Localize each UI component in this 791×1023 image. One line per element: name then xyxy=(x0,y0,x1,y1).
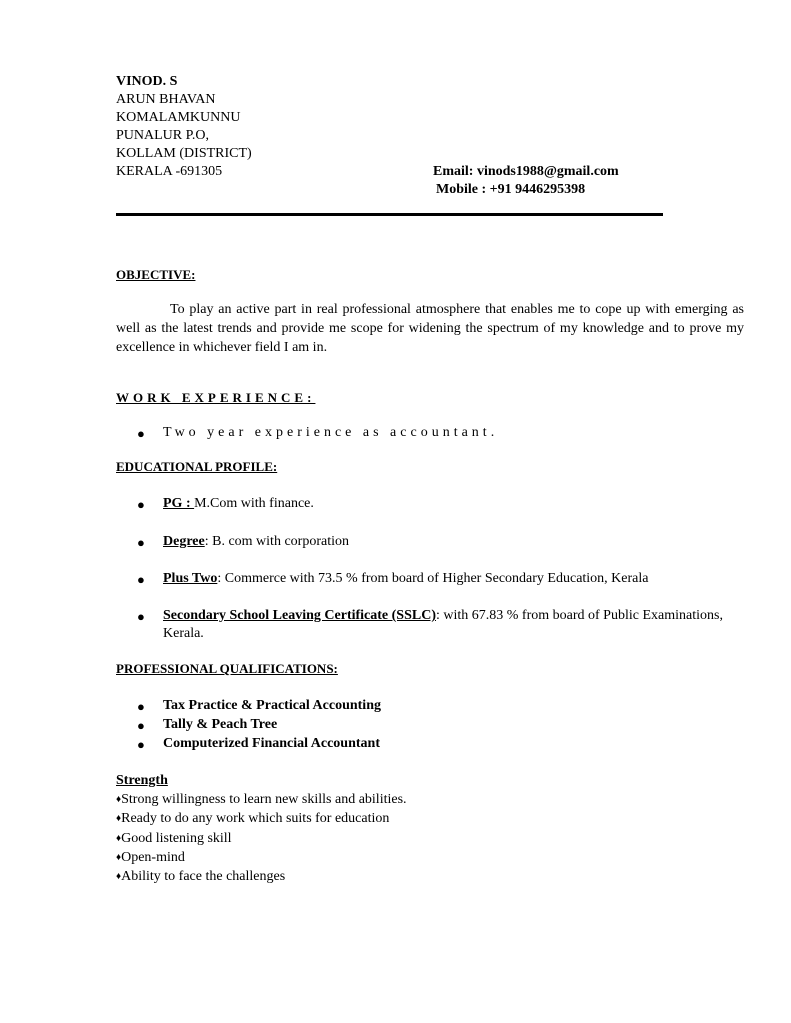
email-text: Email: vinods1988@gmail.com xyxy=(433,164,619,179)
education-detail: : Commerce with 73.5 % from board of Higher Secondary Education, Kerala xyxy=(217,571,649,586)
strength-item: ♦Open-mind xyxy=(116,850,185,865)
address-line: KERALA -691305 xyxy=(116,164,223,179)
education-heading: EDUCATIONAL PROFILE: xyxy=(116,459,278,474)
objective-text: To play an active part in real professional atmosphere that enables me to cope up with emerging as well as the latest trends and provide me scope for widening the spectrum of my knowledge and to prove my excellence in whichever field I am in. xyxy=(116,302,744,355)
objective-heading: OBJECTIVE: xyxy=(116,267,196,282)
bullet-icon: ● xyxy=(137,426,145,441)
qualification-item: Computerized Financial Accountant xyxy=(163,736,380,751)
diamond-icon: ♦ xyxy=(116,813,122,824)
diamond-icon: ♦ xyxy=(116,871,122,882)
education-label: Secondary School Leaving Certificate (SSLC) xyxy=(163,608,436,623)
education-item-pg xyxy=(163,495,314,513)
strength-item: ♦Ability to face the challenges xyxy=(116,869,286,884)
work-experience-item: Two year experience as accountant. xyxy=(163,425,499,440)
strength-item: ♦Strong willingness to learn new skills and abilities. xyxy=(116,792,407,807)
qualifications-heading: PROFESSIONAL QUALIFICATIONS: xyxy=(116,661,338,676)
bullet-icon: ● xyxy=(137,497,145,512)
address-line: KOMALAMKUNNU xyxy=(116,110,241,125)
education-detail: M.Com with finance. xyxy=(194,496,314,511)
bullet-icon: ● xyxy=(137,535,145,550)
objective-paragraph xyxy=(116,300,744,357)
strength-item: ♦Good listening skill xyxy=(116,831,232,846)
strength-heading: Strength xyxy=(116,773,168,788)
education-label: Degree xyxy=(163,534,205,549)
bullet-icon: ● xyxy=(137,572,145,587)
bullet-icon: ● xyxy=(137,609,145,624)
bullet-icon: ● xyxy=(137,718,145,733)
bullet-icon: ● xyxy=(137,737,145,752)
education-label: Plus Two xyxy=(163,571,218,586)
strength-item: ♦Ready to do any work which suits for education xyxy=(116,811,390,826)
qualification-item: Tally & Peach Tree xyxy=(163,717,278,732)
bullet-icon: ● xyxy=(137,699,145,714)
mobile-text: Mobile : +91 9446295398 xyxy=(436,182,586,197)
education-item-sslc xyxy=(163,607,723,643)
diamond-icon: ♦ xyxy=(116,852,122,863)
education-label: PG : xyxy=(163,496,195,511)
education-item-plus-two xyxy=(163,570,649,588)
candidate-name: VINOD. S xyxy=(116,74,178,89)
education-detail: : B. com with corporation xyxy=(204,534,349,549)
address-line: KOLLAM (DISTRICT) xyxy=(116,146,252,161)
address-line: PUNALUR P.O, xyxy=(116,128,209,143)
header-divider xyxy=(116,213,663,216)
qualification-item: Tax Practice & Practical Accounting xyxy=(163,698,381,713)
education-detail: : with 67.83 % from board of Public Examinations, Kerala. xyxy=(163,608,723,641)
education-item-degree xyxy=(163,533,349,551)
address-line: ARUN BHAVAN xyxy=(116,92,216,107)
diamond-icon: ♦ xyxy=(116,794,122,805)
diamond-icon: ♦ xyxy=(116,833,122,844)
work-experience-heading: WORK EXPERIENCE: xyxy=(116,390,316,405)
